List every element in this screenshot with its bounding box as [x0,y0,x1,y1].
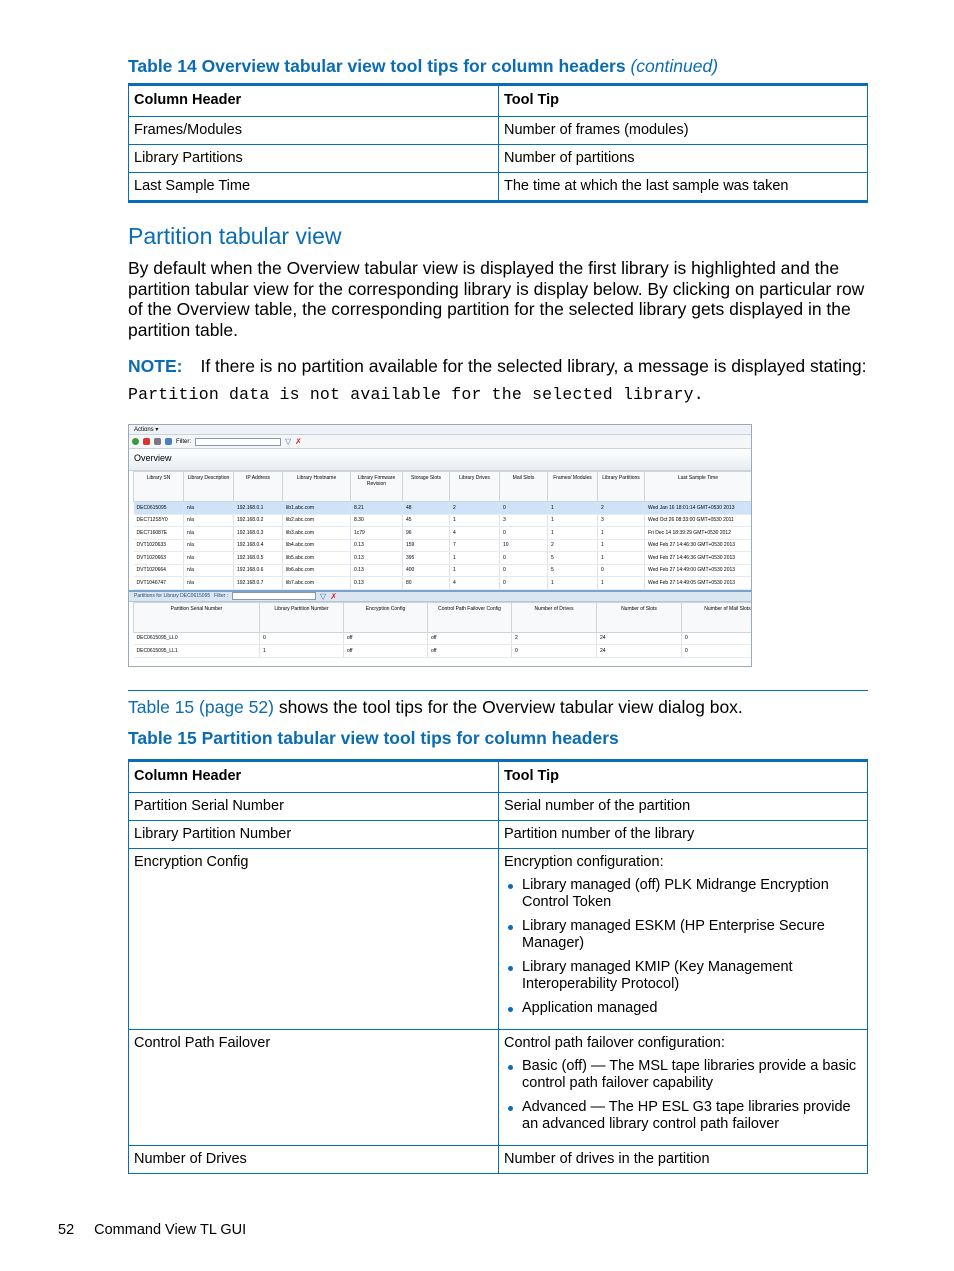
grid-cell: off [344,632,428,645]
grid-cell: 192.168.0.4 [234,539,283,552]
table-cell: Encryption Config [129,848,499,1029]
grid-cell: 192.168.0.5 [234,552,283,565]
clear-filter-icon[interactable]: ✗ [295,437,302,446]
grid-cell: off [428,632,512,645]
grid-cell: 5 [548,564,598,577]
grid-cell: 0 [682,632,753,645]
grid-cell: off [428,645,512,658]
grid-cell: 2 [548,539,598,552]
table-cell: Control Path Failover [129,1029,499,1145]
table-cell: Serial number of the partition [499,792,868,820]
code-message: Partition data is not available for the selected library. [128,384,704,404]
grid-cell: 4 [450,527,500,540]
grid-column-header[interactable]: Library Hostname [283,472,351,502]
cell-intro: Control path failover configuration: [504,1034,725,1051]
grid-cell: 2 [450,502,500,515]
grid-cell: 0 [598,564,645,577]
table-cell: Number of Drives [129,1145,499,1173]
grid-cell: DVT1020663 [134,552,184,565]
grid-cell: 1 [598,539,645,552]
grid-cell: 1 [598,527,645,540]
table15 [128,759,868,1174]
grid-cell: 24 [597,645,682,658]
column-header: Column Header [129,760,499,792]
partition-filter-icon[interactable]: ▽ [320,591,327,601]
table14-block [128,55,868,203]
overview-screenshot [128,424,752,667]
grid-cell: lib6.abc.com [283,564,351,577]
grid-row[interactable] [134,645,753,658]
grid-row[interactable] [134,527,752,540]
footer-title: Command View TL GUI [94,1222,247,1238]
grid-column-header[interactable]: Number of Mail Slots [682,602,753,632]
table-header-row [129,85,868,117]
grid-cell: 8.30 [351,514,403,527]
grid-cell: DEC716087E [134,527,184,540]
grid-cell: 1 [548,502,598,515]
grid-cell: 395 [403,552,450,565]
grid-cell: Wed Feb 27 14:46:36 GMT+0530 2013 [645,552,752,565]
toolbar [129,435,751,449]
column-header: Column Header [129,85,499,117]
grid-cell: 192.168.0.6 [234,564,283,577]
grid-cell: 192.168.0.7 [234,577,283,590]
grid-row[interactable] [134,514,752,527]
refresh-icon[interactable] [132,438,139,445]
grid-column-header[interactable]: Storage Slots [403,472,450,502]
grid-cell: Wed Oct 26 08:33:00 GMT+0530 2011 [645,514,752,527]
grid-cell: 80 [403,577,450,590]
partition-bar [129,590,751,602]
grid-cell: 3 [500,514,548,527]
grid-cell: 4 [450,577,500,590]
list-item: Library managed KMIP (Key Management Interoperability Protocol) [522,959,863,993]
grid-cell: 0 [260,632,344,645]
grid-cell: 1 [450,564,500,577]
grid-cell: 192.168.0.2 [234,514,283,527]
grid-cell: 0.13 [351,564,403,577]
grid-cell: lib2.abc.com [283,514,351,527]
grid-column-header[interactable]: Library SN [134,472,184,502]
grid-cell: 1 [260,645,344,658]
grid-cell: 1 [548,577,598,590]
table-cell: Partition Serial Number [129,792,499,820]
grid-cell: Fri Dec 14 18:39:29 GMT+0530 2012 [645,527,752,540]
list-item: Library managed (off) PLK Midrange Encryption Control Token [522,877,863,911]
grid-cell: Wed Feb 27 14:49:00 GMT+0530 2013 [645,564,752,577]
grid-cell: DEC0615095_LL0 [134,632,260,645]
grid-cell: 0.13 [351,539,403,552]
grid-column-header[interactable]: Library Partitions [598,472,645,502]
list-item: Library managed ESKM (HP Enterprise Secure Manager) [522,918,863,952]
table-cell: Number of partitions [499,145,868,173]
help-icon[interactable] [165,438,172,445]
grid-cell: DVT1046747 [134,577,184,590]
grid-row[interactable] [134,502,752,515]
grid-cell: lib5.abc.com [283,552,351,565]
grid-cell: 8.21 [351,502,403,515]
grid-cell: 48 [403,502,450,515]
grid-cell: n/a [184,539,234,552]
grid-column-header[interactable]: Number of Drives [512,602,597,632]
grid-cell: 1 [598,577,645,590]
grid-cell: Wed Feb 27 14:49:05 GMT+0530 2013 [645,577,752,590]
grid-cell: 159 [403,539,450,552]
grid-cell: 1 [548,527,598,540]
table14-caption-text: Table 14 Overview tabular view tool tips for column headers [128,56,626,76]
grid-column-header[interactable]: Control Path Failover Config [428,602,512,632]
grid-cell: 0.13 [351,552,403,565]
table15-block [128,697,868,1174]
page-number: 52 [58,1222,75,1238]
table-cell: Partition number of the library [499,820,868,848]
grid-cell: 5 [548,552,598,565]
grid-header-row [134,602,753,632]
grid-column-header[interactable]: Number of Slots [597,602,682,632]
filter-icon[interactable]: ▽ [285,437,292,446]
table-header-row [129,760,868,792]
section-block [128,222,868,404]
grid-column-header[interactable]: Library Firmware Revision [351,472,403,502]
table-row [129,792,868,820]
partition-filter-label: Filter : [214,593,229,599]
grid-cell: DVT1020664 [134,564,184,577]
table15-link[interactable]: Table 15 (page 52) [128,697,274,717]
table-cell: Last Sample Time [129,173,499,202]
divider [128,690,868,691]
grid-cell: 24 [597,632,682,645]
table-cell [499,848,868,1029]
partition-bar-label: Partitions for Library DEC0615095 [134,593,211,599]
grid-cell: Wed Feb 27 14:46:30 GMT+0530 2013 [645,539,752,552]
grid-column-header[interactable]: Mail Slots [500,472,548,502]
note-label: NOTE: [128,356,183,376]
table-row [129,145,868,173]
grid-cell: 1c79 [351,527,403,540]
grid-cell: 0 [500,552,548,565]
table-row [129,820,868,848]
grid-row[interactable] [134,539,752,552]
grid-cell: lib7.abc.com [283,577,351,590]
column-header: Tool Tip [499,85,868,117]
table-reference [128,697,868,718]
grid-column-header[interactable]: Frames/ Modules [548,472,598,502]
grid-cell: 7 [450,539,500,552]
note [128,356,868,377]
grid-column-header[interactable]: Library Description [184,472,234,502]
grid-cell: 10 [500,539,548,552]
grid-cell: 1 [450,552,500,565]
list-item: Application managed [522,1000,863,1017]
grid-row[interactable] [134,577,752,590]
grid-cell: 1 [450,514,500,527]
grid-column-header[interactable]: Library Partition Number [260,602,344,632]
table-cell [499,1029,868,1145]
grid-cell: 2 [512,632,597,645]
grid-cell: lib3.abc.com [283,527,351,540]
table-row [129,117,868,145]
table15-caption: Table 15 Partition tabular view tool tips for column headers [128,727,619,748]
filter-input[interactable] [195,438,281,446]
grid-cell: lib4.abc.com [283,539,351,552]
grid-row[interactable] [134,552,752,565]
table-cell: Number of drives in the partition [499,1145,868,1173]
grid-column-header[interactable]: Last Sample Time [645,472,752,502]
grid-cell: n/a [184,564,234,577]
table-cell: Library Partition Number [129,820,499,848]
section-title: Partition tabular view [128,223,342,249]
table-cell: The time at which the last sample was taken [499,173,868,202]
grid-column-header[interactable]: Library Drives [450,472,500,502]
partition-clear-filter-icon[interactable]: ✗ [330,591,337,601]
table-cell: Frames/Modules [129,117,499,145]
actions-menu[interactable]: Actions ▾ [129,425,751,435]
grid-column-header[interactable]: Encryption Config [344,602,428,632]
grid-cell: DVT1020633 [134,539,184,552]
grid-cell: n/a [184,514,234,527]
grid-cell: 96 [403,527,450,540]
bullet-list [504,877,863,1017]
overview-title: Overview [129,449,751,471]
grid-cell: 400 [403,564,450,577]
column-header: Tool Tip [499,760,868,792]
table14 [128,83,868,203]
grid-row[interactable] [134,564,752,577]
grid-cell: 45 [403,514,450,527]
grid-cell: 192.168.0.1 [234,502,283,515]
grid-cell: 3 [598,514,645,527]
table-row [129,1029,868,1145]
grid-cell: 192.168.0.3 [234,527,283,540]
grid-cell: 2 [598,502,645,515]
grid-row[interactable] [134,632,753,645]
table-cell: Number of frames (modules) [499,117,868,145]
list-item: Advanced — The HP ESL G3 tape libraries provide an advanced library control path failover [522,1099,863,1133]
grid-cell: n/a [184,552,234,565]
partition-filter-input[interactable] [232,592,316,600]
grid-cell: DEC0615095 [134,502,184,515]
grid-column-header[interactable]: Partition Serial Number [134,602,260,632]
page-footer [58,1222,246,1238]
grid-cell: n/a [184,577,234,590]
table-row [129,173,868,202]
table14-caption [128,55,868,77]
note-text: If there is no partition available for the selected library, a message is displayed stating: [200,356,867,376]
grid-cell: 0 [500,527,548,540]
section-paragraph: By default when the Overview tabular view is displayed the first library is highlighted and the partition tabular view for the corresponding library is display below. By clicking on particular row of the Overview table, the corresponding partition for the selected library gets displayed in the partition table. [128,258,865,340]
pdf-icon[interactable] [143,438,150,445]
grid-cell: n/a [184,527,234,540]
grid-cell: off [344,645,428,658]
overview-grid [133,471,752,590]
table-cell: Library Partitions [129,145,499,173]
grid-cell: 1 [598,552,645,565]
list-item: Basic (off) — The MSL tape libraries provide a basic control path failover capability [522,1058,863,1092]
filter-label: Filter: [176,438,191,445]
grid-header-row [134,472,752,502]
grid-cell: 0 [682,645,753,658]
table-row [129,1145,868,1173]
grid-cell: 0 [500,502,548,515]
grid-cell: 0 [512,645,597,658]
table14-caption-suffix: (continued) [630,56,719,76]
grid-cell: Wed Jan 16 18:01:14 GMT+0530 2013 [645,502,752,515]
grid-cell: 0 [500,577,548,590]
grid-cell: lib1.abc.com [283,502,351,515]
bullet-list [504,1058,863,1133]
partition-grid [133,602,752,658]
grid-column-header[interactable]: IP Address [234,472,283,502]
cell-intro: Encryption configuration: [504,853,664,870]
grid-cell: DEC712S5Y0 [134,514,184,527]
reference-text: shows the tool tips for the Overview tabular view dialog box. [273,697,743,717]
grid-cell: 1 [548,514,598,527]
grid-cell: 0.13 [351,577,403,590]
print-icon[interactable] [154,438,161,445]
table-row [129,848,868,1029]
grid-cell: DEC0615095_LL1 [134,645,260,658]
grid-cell: n/a [184,502,234,515]
grid-cell: 0 [500,564,548,577]
